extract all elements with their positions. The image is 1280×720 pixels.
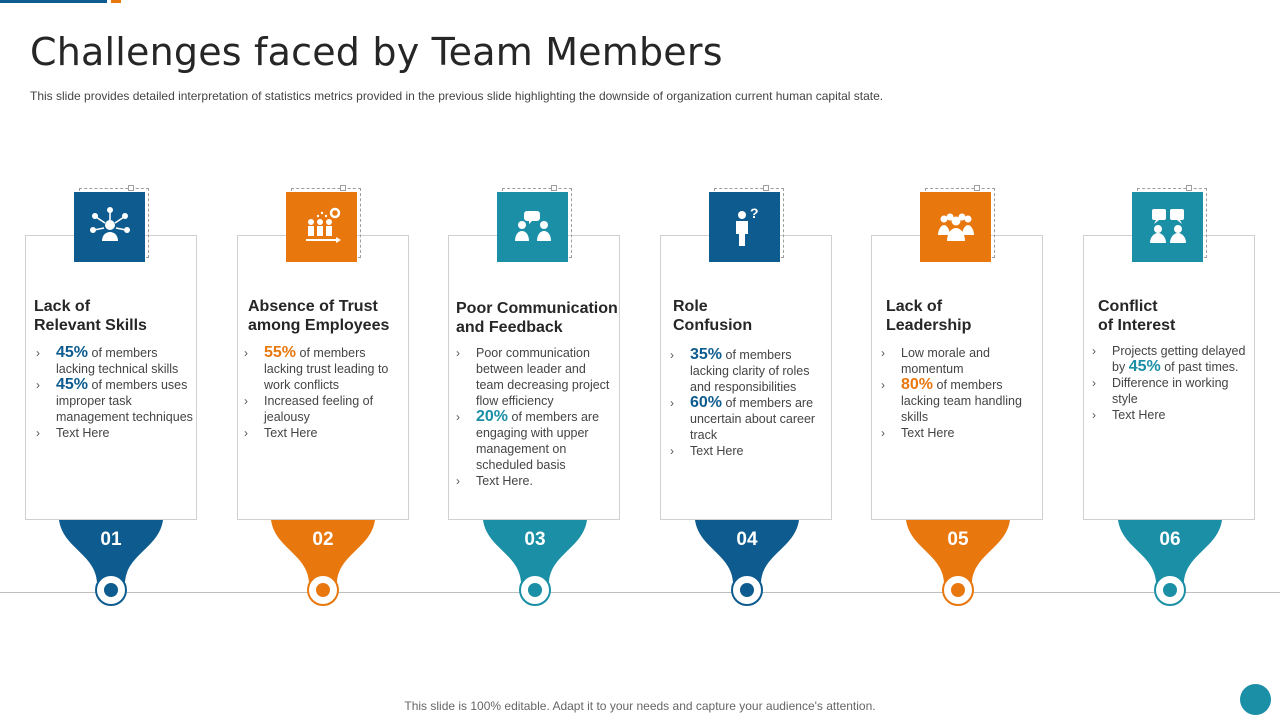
bullet-item: › Low morale and momentum — [881, 346, 990, 376]
step-number: 06 — [1159, 529, 1181, 550]
icon-tile — [709, 192, 780, 262]
network-person-icon — [88, 205, 132, 249]
step-number: 01 — [100, 529, 122, 550]
page-subtitle: This slide provides detailed interpretation of statistics metrics provided in the previous slide highlighting the downside of organization current human capital state. — [30, 89, 884, 103]
bullet-list — [668, 347, 828, 459]
bullet-list — [454, 345, 614, 489]
bullet-item: › 80% of members lacking team handling skills — [881, 376, 1022, 424]
bullet-item: › 45% of members uses improper task management techniques — [36, 376, 193, 424]
step-number: 03 — [524, 529, 546, 550]
bullet-item: › Text Here. — [456, 474, 533, 488]
corner-circle — [1240, 684, 1271, 715]
bullet-list — [242, 345, 402, 441]
icon-tile — [920, 192, 991, 262]
bullet-item: › Text Here — [36, 426, 110, 440]
bullet-item: › 35% of members lacking clarity of roles and responsibilities — [670, 346, 810, 394]
bullet-item: › Text Here — [244, 426, 318, 440]
bullet-list — [34, 345, 194, 441]
bullet-item: › Projects getting delayed by 45% of past times. — [1092, 344, 1246, 375]
bullet-item: › 45% of members lacking technical skills — [36, 344, 179, 376]
card-title: Conflict of Interest — [1098, 298, 1176, 334]
card-title: Lack of Relevant Skills — [34, 298, 147, 334]
bullet-item: › 60% of members are uncertain about career track — [670, 394, 816, 442]
svg-text:?: ? — [749, 205, 759, 221]
page-title: Challenges faced by Team Members — [30, 30, 723, 74]
bullet-list — [1090, 343, 1250, 423]
icon-tile — [497, 192, 568, 262]
bullet-item: › Text Here — [670, 444, 744, 458]
bullet-item: › 20% of members are engaging with upper management on scheduled basis — [456, 408, 600, 472]
bullet-item: › Text Here — [1092, 408, 1166, 422]
bullet-list — [879, 345, 1039, 441]
bullet-item: › Increased feeling of jealousy — [244, 394, 374, 424]
card-title: Lack of Leadership — [886, 298, 972, 334]
team-goal-icon — [300, 205, 344, 249]
bullet-item: › Text Here — [881, 426, 955, 440]
top-accent-bar-orange — [111, 0, 121, 3]
group-icon — [934, 205, 978, 249]
step-number: 04 — [736, 529, 758, 550]
timeline-node — [307, 574, 339, 606]
timeline-node — [731, 574, 763, 606]
timeline-node — [1154, 574, 1186, 606]
bullet-item: › Poor communication between leader and team decreasing project flow efficiency — [456, 346, 610, 408]
confused-person-icon — [723, 205, 767, 249]
card-title: Role Confusion — [673, 298, 753, 334]
conversation-icon — [511, 205, 555, 249]
timeline-node — [95, 574, 127, 606]
icon-tile — [1132, 192, 1203, 262]
footer-note: This slide is 100% editable. Adapt it to your needs and capture your audience's attention. — [404, 699, 876, 713]
icon-tile — [74, 192, 145, 262]
timeline-node — [942, 574, 974, 606]
card-title: Absence of Trust among Employees — [248, 298, 390, 334]
bullet-item: › 55% of members lacking trust leading to work conflicts — [244, 344, 389, 392]
timeline-line — [0, 592, 1280, 593]
card-title: Poor Communication and Feedback — [456, 300, 618, 336]
timeline-node — [519, 574, 551, 606]
top-accent-bar-blue — [0, 0, 107, 3]
bullet-item: › Difference in working style — [1092, 376, 1229, 406]
step-number: 05 — [947, 529, 969, 550]
icon-tile — [286, 192, 357, 262]
step-number: 02 — [312, 529, 334, 550]
debate-icon — [1146, 205, 1190, 249]
